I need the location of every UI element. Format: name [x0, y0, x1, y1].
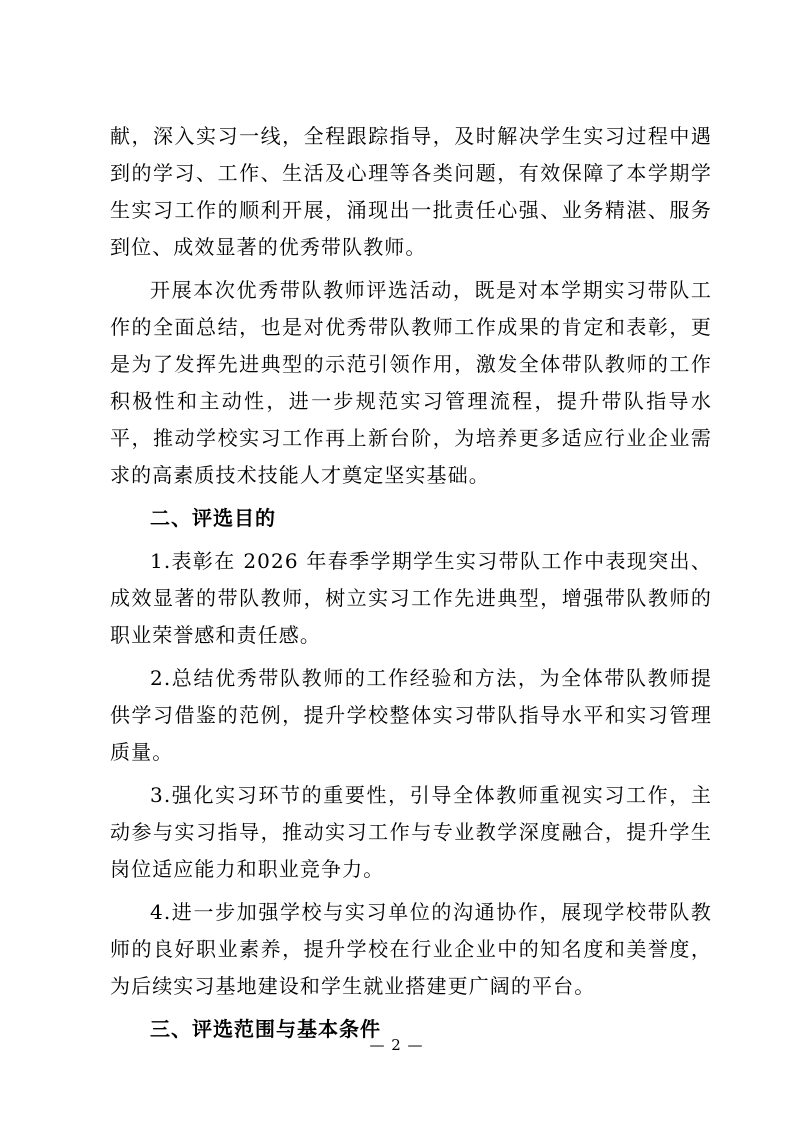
body-paragraph: 3.强化实习环节的重要性，引导全体教师重视实习工作，主动参与实习指导，推动实习工作与专业教学深度融合，提升学生岗位适应能力和职业竞争力。 — [110, 783, 712, 881]
page-number: — 2 — — [369, 1036, 424, 1054]
document-body — [110, 118, 712, 1048]
section-heading: 二、评选目的 — [150, 506, 276, 530]
body-paragraph: 2.总结优秀带队教师的工作经验和方法，为全体带队教师提供学习借鉴的范例，提升学校整体实习带队指导水平和实习管理质量。 — [110, 666, 712, 764]
section-heading: 三、评选范围与基本条件 — [150, 1017, 381, 1041]
body-paragraph: 4.进一步加强学校与实习单位的沟通协作，展现学校带队教师的良好职业素养，提升学校在行业企业中的知名度和美誉度，为后续实习基地建设和学生就业搭建更广阔的平台。 — [110, 900, 712, 998]
body-paragraph: 献，深入实习一线，全程跟踪指导，及时解决学生实习过程中遇到的学习、工作、生活及心理等各类问题，有效保障了本学期学生实习工作的顺利开展，涌现出一批责任心强、业务精湛、服务到位、成效显著的优秀带队教师。 — [110, 124, 712, 259]
body-paragraph: 开展本次优秀带队教师评选活动，既是对本学期实习带队工作的全面总结，也是对优秀带队教师工作成果的肯定和表彰，更是为了发挥先进典型的示范引领作用，激发全体带队教师的工作积极性和主动性，进一步规范实习管理流程，提升带队指导水平，推动学校实习工作再上新台阶，为培养更多适应行业企业需求的高素质技术技能人才奠定坚实基础。 — [110, 278, 712, 487]
body-paragraph: 1.表彰在 2026 年春季学期学生实习带队工作中表现突出、成效显著的带队教师，树立实习工作先进典型，增强带队教师的职业荣誉感和责任感。 — [110, 549, 712, 647]
